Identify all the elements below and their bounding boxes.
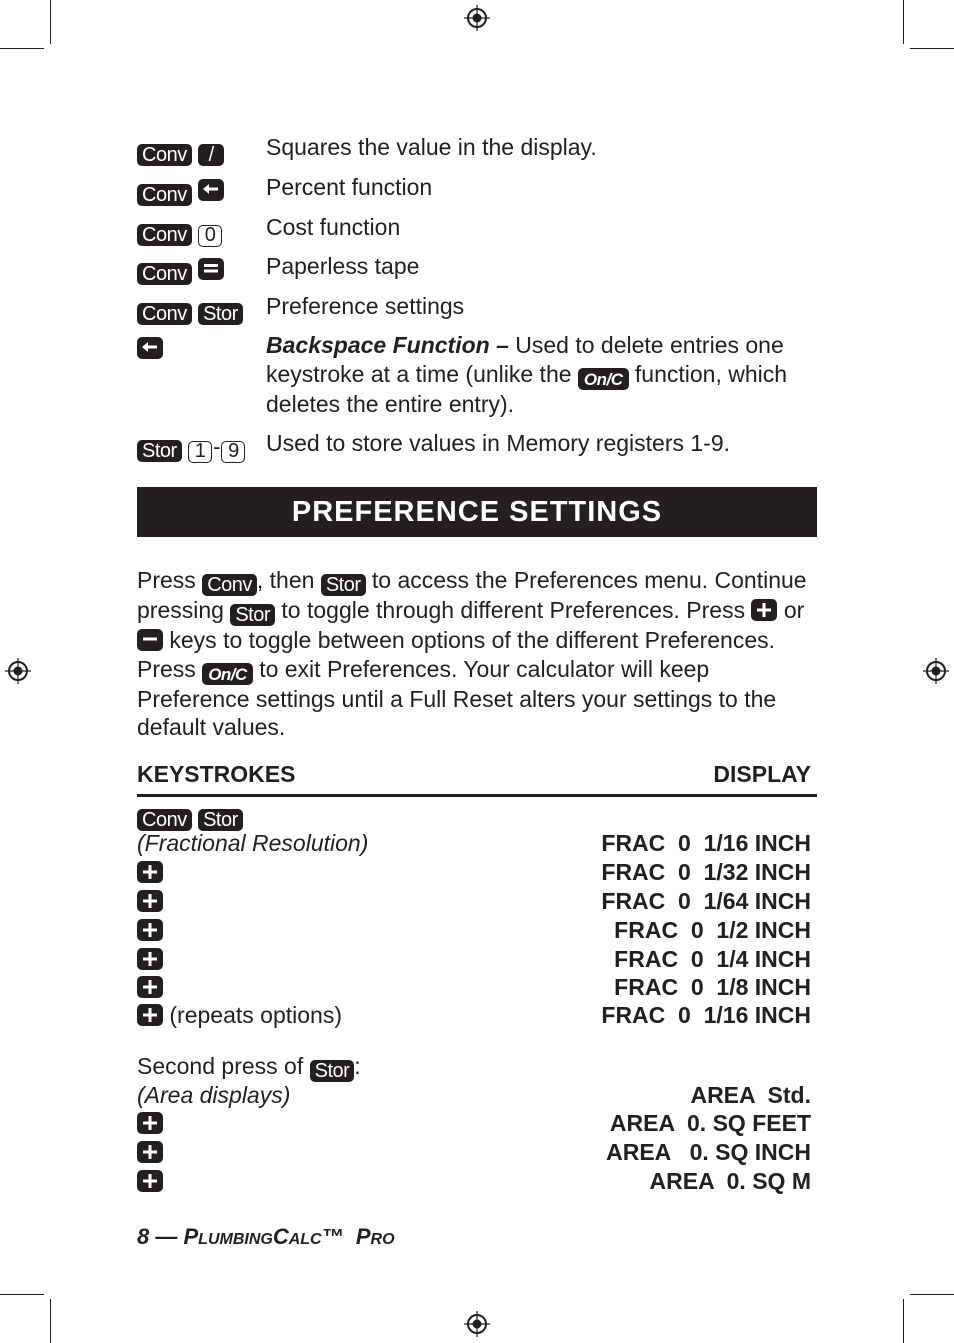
display-value: AREA 0. SQ INCH (606, 1139, 811, 1165)
table-row (137, 1081, 817, 1110)
equals-key-icon (198, 258, 224, 280)
crop-mark (0, 48, 44, 49)
function-description: Cost function (266, 214, 401, 240)
display-value: FRAC 0 1/32 INCH (601, 859, 811, 885)
section-label: (Area displays) (137, 1082, 291, 1108)
stor-key: Stor (321, 574, 366, 596)
function-description: Squares the value in the display. (266, 134, 597, 160)
plus-key-icon (751, 599, 777, 621)
registration-mark-icon (923, 658, 949, 684)
plus-key-icon (137, 890, 163, 912)
display-value: FRAC 0 1/16 INCH (601, 1002, 811, 1028)
table-row (137, 801, 817, 830)
registration-mark-icon (5, 658, 31, 684)
table-row (137, 916, 817, 945)
display-value: FRAC 0 1/4 INCH (614, 946, 811, 972)
plus-key-icon (137, 861, 163, 883)
conv-key: Conv (137, 263, 192, 285)
stor-key: Stor (230, 604, 275, 626)
stor-key: Stor (310, 1060, 355, 1082)
function-description: Backspace Function – Used to delete entries one keystroke at a time (unlike the On/C function, which deletes the entire entry). (266, 332, 788, 417)
divide-key: / (198, 144, 224, 166)
table-row (137, 973, 817, 1002)
function-description: Used to store values in Memory registers 1-9. (266, 430, 731, 456)
conv-key: Conv (202, 574, 257, 596)
display-value: FRAC 0 1/8 INCH (614, 974, 811, 1000)
backspace-title: Backspace Function – (266, 332, 509, 358)
display-value: FRAC 0 1/64 INCH (601, 888, 811, 914)
registration-mark-icon (464, 5, 490, 31)
table-row (137, 887, 817, 916)
section-label: (Fractional Resolution) (137, 830, 369, 856)
conv-key: Conv (137, 224, 192, 246)
function-description: Paperless tape (266, 253, 420, 279)
stor-key: Stor (198, 303, 243, 325)
table-row (137, 945, 817, 974)
zero-key: 0 (198, 225, 222, 247)
display-value: FRAC 0 1/16 INCH (601, 830, 811, 856)
display-header: DISPLAY (713, 761, 811, 787)
keystrokes-header: KEYSTROKES (137, 761, 296, 787)
table-row (137, 829, 817, 858)
plus-key-icon (137, 919, 163, 941)
plus-key-icon (137, 976, 163, 998)
display-value: AREA Std. (690, 1082, 811, 1108)
table-row (137, 1109, 817, 1138)
table-header (137, 760, 817, 797)
function-description: Percent function (266, 174, 433, 200)
nine-key: 9 (221, 441, 245, 463)
display-value: AREA 0. SQ FEET (609, 1110, 811, 1136)
crop-mark (910, 1294, 954, 1295)
minus-key-icon (137, 629, 163, 651)
repeats-note: (repeats options) (169, 1002, 342, 1028)
conv-key: Conv (137, 303, 192, 325)
display-value: AREA 0. SQ M (649, 1168, 811, 1194)
onc-key: On/C (202, 663, 253, 685)
conv-key: Conv (137, 184, 192, 206)
function-description: Preference settings (266, 293, 465, 319)
table-row (137, 858, 817, 887)
page-footer: 8 — PLUMBINGCALC™ PRO (137, 1224, 395, 1249)
crop-mark (0, 1294, 44, 1295)
table-row (137, 1167, 817, 1196)
crop-mark (910, 48, 954, 49)
preferences-paragraph: Press Conv , then Stor to access the Preferences menu. Continue pressing Stor to toggle through different Preferences. Press or keys to toggle between options of the different Preferences. Press On/C to exit Preferences. Your calculator will keep Preference settings until a Full Reset alters your settings to the default values. (137, 567, 807, 741)
stor-key: Stor (198, 809, 243, 831)
crop-mark (50, 0, 51, 44)
backspace-key-icon (137, 337, 163, 359)
display-value: FRAC 0 1/2 INCH (614, 917, 811, 943)
page-number: 8 — (137, 1224, 178, 1249)
plus-key-icon (137, 1141, 163, 1163)
section-banner: PREFERENCE SETTINGS (137, 487, 817, 537)
table-row: Second press of Stor : (137, 1053, 361, 1082)
plus-key-icon (137, 948, 163, 970)
crop-mark (903, 0, 904, 44)
conv-key: Conv (137, 809, 192, 831)
plus-key-icon (137, 1112, 163, 1134)
onc-key: On/C (578, 368, 629, 390)
stor-key: Stor (137, 440, 182, 462)
plus-key-icon (137, 1170, 163, 1192)
crop-mark (50, 1299, 51, 1343)
second-press-text: Second press of (137, 1053, 304, 1079)
table-row (137, 1001, 817, 1030)
crop-mark (903, 1299, 904, 1343)
registration-mark-icon (464, 1311, 490, 1337)
backspace-key-icon (198, 179, 224, 201)
plus-key-icon (137, 1004, 163, 1026)
conv-key: Conv (137, 144, 192, 166)
one-key: 1 (188, 441, 212, 463)
table-row (137, 1138, 817, 1167)
